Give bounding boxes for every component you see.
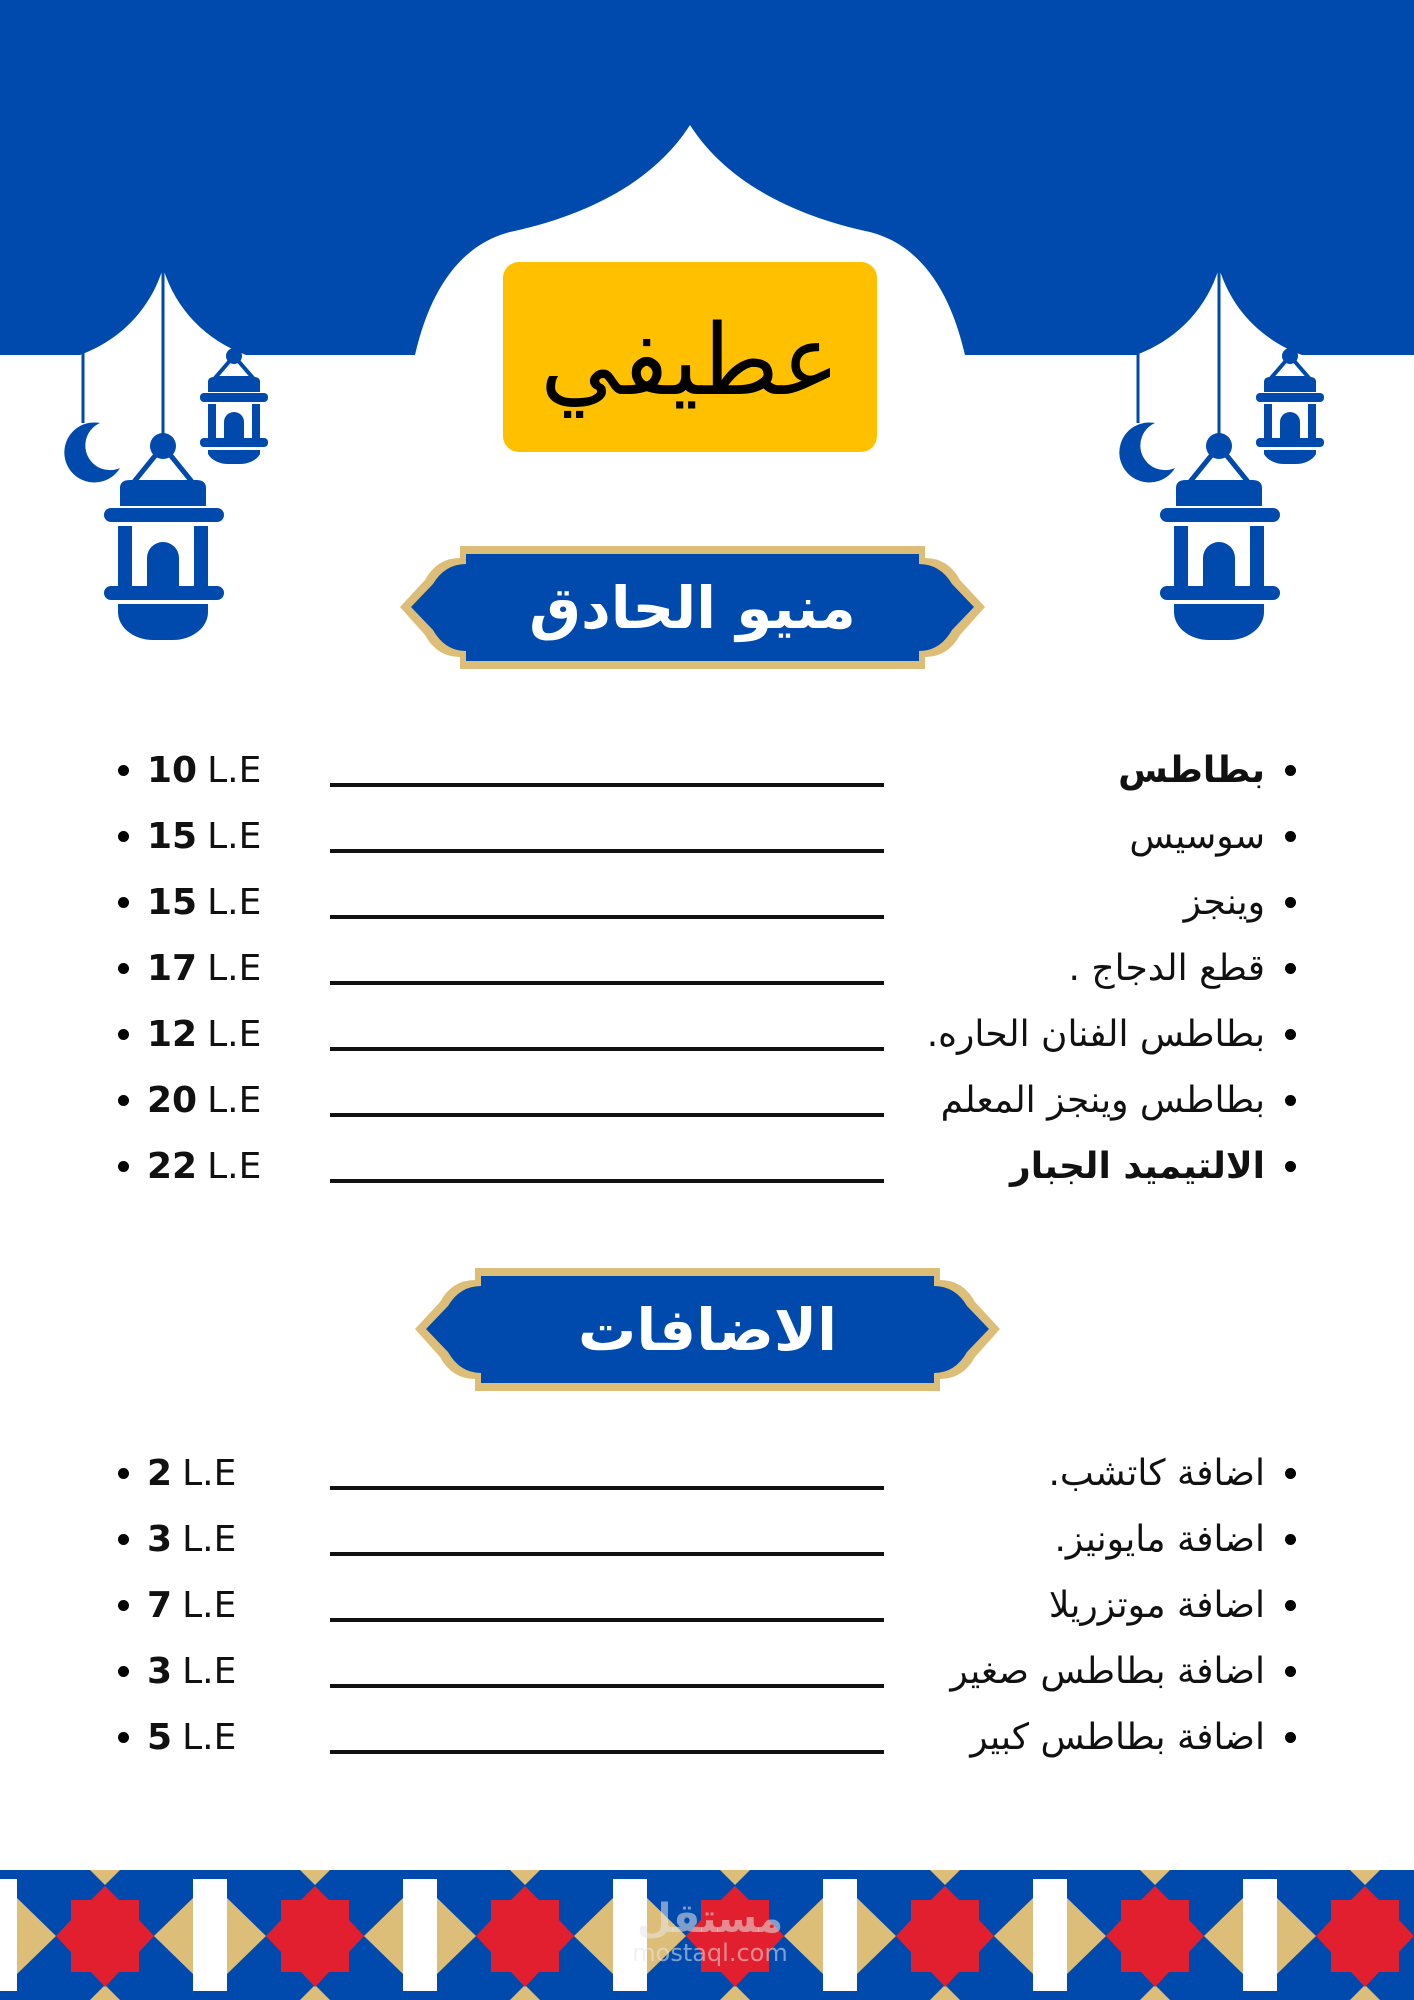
bullet-icon [1285, 1666, 1296, 1677]
bullet-icon [118, 1468, 129, 1479]
item-price [118, 1067, 261, 1133]
lantern-icon [200, 348, 268, 464]
menu-row [0, 737, 1414, 803]
crescent-moon-icon [64, 422, 120, 482]
bullet-icon [1285, 765, 1296, 776]
price-value: 10 [147, 749, 198, 791]
bullet-icon [1285, 897, 1296, 908]
leader-line [330, 1750, 884, 1754]
bullet-icon [1285, 1095, 1296, 1106]
menu-row [0, 1067, 1414, 1133]
menu-row [0, 1572, 1414, 1638]
bullet-icon [118, 1029, 129, 1040]
item-price [118, 1506, 236, 1572]
item-price [118, 803, 261, 869]
item-label: وينجز [1183, 881, 1265, 923]
bullet-icon [1285, 963, 1296, 974]
item-name [1049, 1572, 1296, 1638]
item-price [118, 1572, 236, 1638]
bullet-icon [1285, 831, 1296, 842]
item-label: اضافة كاتشب. [1048, 1452, 1265, 1494]
price-currency: L.E [207, 1145, 262, 1187]
bullet-icon [1285, 1468, 1296, 1479]
price-value: 17 [147, 947, 198, 989]
item-name [1054, 1506, 1296, 1572]
bullet-icon [118, 1732, 129, 1743]
bullet-icon [118, 1600, 129, 1611]
brand-name: عطيفي [540, 304, 840, 418]
bullet-icon [118, 1534, 129, 1545]
item-label: بطاطس [1118, 749, 1265, 791]
item-price [118, 935, 261, 1001]
item-name [1048, 1440, 1296, 1506]
price-currency: L.E [207, 1079, 262, 1121]
leader-line [330, 915, 884, 919]
menu-row [0, 1440, 1414, 1506]
item-name [950, 1638, 1296, 1704]
price-value: 7 [147, 1584, 173, 1626]
leader-line [330, 1113, 884, 1117]
leader-line [330, 1618, 884, 1622]
leader-line [330, 1684, 884, 1688]
brand-logo-box [503, 262, 877, 452]
leader-line [330, 1047, 884, 1051]
item-label: بطاطس الفنان الحاره. [926, 1013, 1265, 1055]
bullet-icon [118, 831, 129, 842]
item-price [118, 1704, 236, 1770]
price-currency: L.E [207, 815, 262, 857]
menu-row [0, 1506, 1414, 1572]
leader-line [330, 783, 884, 787]
item-label: اضافة بطاطس كبير [970, 1716, 1265, 1758]
item-price [118, 737, 261, 803]
item-label: اضافة مايونيز. [1054, 1518, 1265, 1560]
bullet-icon [1285, 1161, 1296, 1172]
item-name [941, 1067, 1296, 1133]
item-label: اضافة موتزريلا [1048, 1584, 1265, 1626]
item-price [118, 1440, 236, 1506]
menu-row [0, 1001, 1414, 1067]
item-name [1118, 737, 1296, 803]
item-label: الالتيميد الجبار [1010, 1145, 1265, 1187]
menu-row [0, 1704, 1414, 1770]
item-label: بطاطس وينجز المعلم [940, 1079, 1265, 1121]
menu-row [0, 803, 1414, 869]
price-currency: L.E [182, 1518, 237, 1560]
item-label: سوسيس [1129, 815, 1265, 857]
leader-line [330, 849, 884, 853]
leader-line [330, 1179, 884, 1183]
lantern-icon [1160, 433, 1280, 640]
item-label: اضافة بطاطس صغير [950, 1650, 1265, 1692]
price-currency: L.E [182, 1716, 237, 1758]
crescent-moon-icon [1119, 422, 1175, 482]
watermark-arabic: مستقل [636, 1895, 784, 1942]
menu-row [0, 869, 1414, 935]
bullet-icon [1285, 1732, 1296, 1743]
menu-row [0, 935, 1414, 1001]
price-currency: L.E [207, 1013, 262, 1055]
menu-row [0, 1133, 1414, 1199]
bullet-icon [118, 1161, 129, 1172]
lantern-icon [104, 433, 224, 640]
price-value: 15 [147, 881, 198, 923]
section-header-addons [415, 1262, 1000, 1397]
bullet-icon [1285, 1534, 1296, 1545]
item-name [927, 1001, 1296, 1067]
price-currency: L.E [207, 881, 262, 923]
price-value: 15 [147, 815, 198, 857]
price-value: 20 [147, 1079, 198, 1121]
price-currency: L.E [182, 1584, 237, 1626]
price-currency: L.E [207, 947, 262, 989]
price-value: 22 [147, 1145, 198, 1187]
bullet-icon [118, 765, 129, 776]
price-value: 3 [147, 1650, 173, 1692]
bullet-icon [118, 897, 129, 908]
leader-line [330, 1486, 884, 1490]
section-header-main [400, 540, 985, 675]
item-name [1129, 803, 1296, 869]
price-value: 5 [147, 1716, 173, 1758]
item-label: قطع الدجاج . [1068, 947, 1265, 989]
bullet-icon [118, 1666, 129, 1677]
item-price [118, 1638, 236, 1704]
item-name [970, 1704, 1296, 1770]
item-name [1068, 935, 1296, 1001]
price-currency: L.E [182, 1452, 237, 1494]
price-currency: L.E [182, 1650, 237, 1692]
price-value: 12 [147, 1013, 198, 1055]
leader-line [330, 981, 884, 985]
item-name [1010, 1133, 1296, 1199]
price-currency: L.E [207, 749, 262, 791]
watermark [600, 1878, 820, 1988]
item-price [118, 869, 261, 935]
price-value: 3 [147, 1518, 173, 1560]
leader-line [330, 1552, 884, 1556]
bullet-icon [1285, 1600, 1296, 1611]
item-price [118, 1001, 261, 1067]
bullet-icon [118, 963, 129, 974]
bullet-icon [118, 1095, 129, 1106]
section-title: منيو الحادق [529, 573, 856, 642]
section-title: الاضافات [578, 1295, 837, 1364]
item-name [1184, 869, 1296, 935]
menu-row [0, 1638, 1414, 1704]
price-value: 2 [147, 1452, 173, 1494]
item-price [118, 1133, 261, 1199]
bullet-icon [1285, 1029, 1296, 1040]
watermark-latin: mostaql.com [632, 1938, 788, 1967]
lantern-icon [1256, 348, 1324, 464]
